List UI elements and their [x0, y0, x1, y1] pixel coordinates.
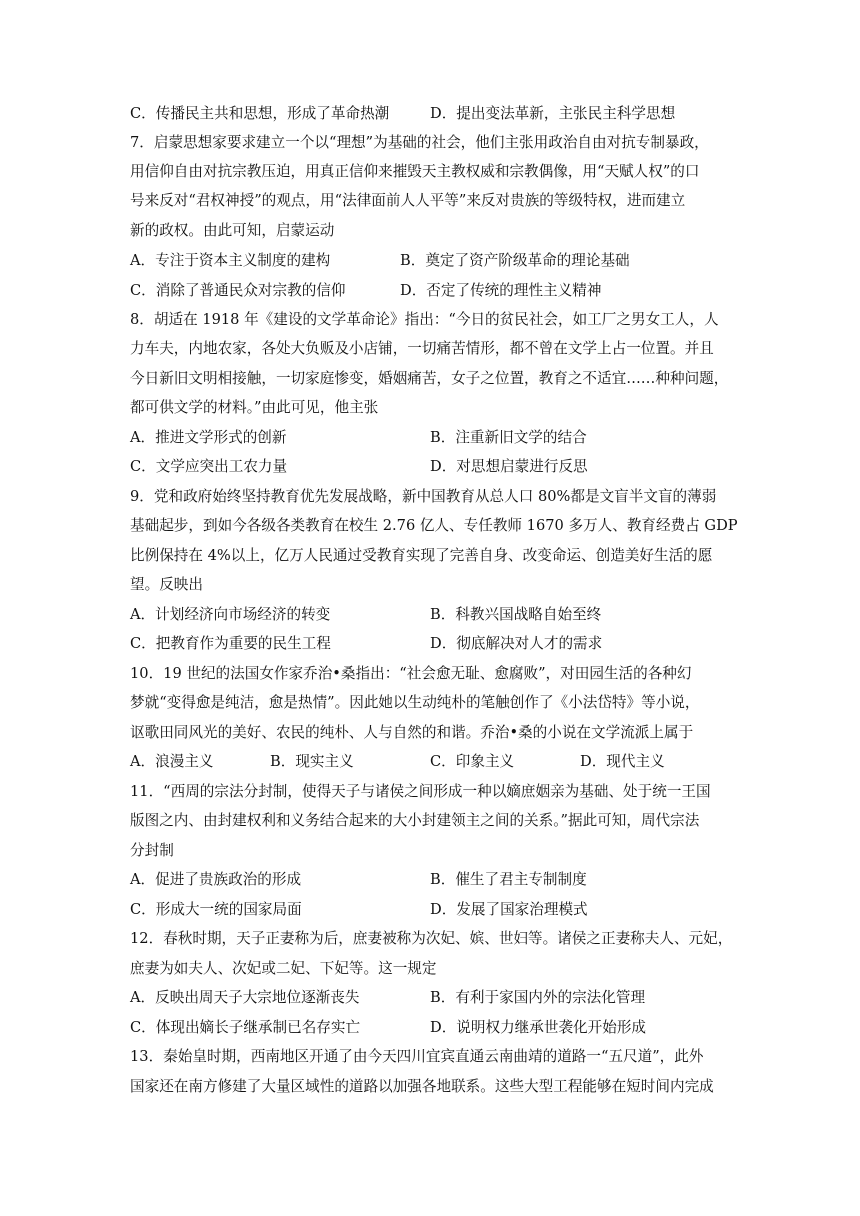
option-7d: D．否定了传统的理性主义精神 — [400, 282, 602, 299]
question-7-line-4: 新的政权。由此可知，启蒙运动 — [130, 222, 335, 239]
question-13-line-2: 国家还在南方修建了大量区域性的道路以加强各地联系。这些大型工程能够在短时间内完成 — [130, 1078, 714, 1095]
question-7-line-2: 用信仰自由对抗宗教压迫，用真正信仰来摧毁天主教权威和宗教偶像，用“天赋人权”的口 — [130, 163, 700, 180]
question-8-line-4: 都可供文学的材料。”由此可见，他主张 — [130, 399, 379, 416]
option-9d: D．彻底解决对人才的需求 — [430, 635, 603, 652]
option-10c: C．印象主义 — [430, 753, 515, 770]
option-10b: B．现实主义 — [270, 753, 354, 770]
question-10-line-1: 10．19 世纪的法国女作家乔治•桑指出：“社会愈无耻、愈腐败”，对田园生活的各种幻 — [130, 665, 692, 682]
option-7b: B．奠定了资产阶级革命的理论基础 — [400, 252, 630, 269]
option-6c: C．传播民主共和思想，形成了革命热潮 — [130, 105, 390, 122]
option-10a: A．浪漫主义 — [130, 753, 214, 770]
question-9-line-2: 基础起步，到如今各级各类教育在校生 2.76 亿人、专任教师 1670 多万人、教育经费占 GDP — [130, 517, 738, 534]
question-11-line-3: 分封制 — [130, 842, 174, 859]
option-8d: D．对思想启蒙进行反思 — [430, 458, 588, 475]
question-10-line-3: 讴歌田同风光的美好、农民的纯朴、人与自然的和谐。乔治•桑的小说在文学流派上属于 — [130, 724, 694, 741]
question-10-line-2: 梦就“变得愈是纯洁，愈是热情”。因此她以生动纯朴的笔触创作了《小法岱特》等小说， — [130, 694, 700, 711]
option-10d: D．现代主义 — [580, 753, 665, 770]
option-11b: B．催生了君主专制制度 — [430, 871, 587, 888]
option-7c: C．消除了普通民众对宗教的信仰 — [130, 282, 346, 299]
question-7-line-3: 号来反对“君权神授”的观点，用“法律面前人人平等”来反对贵族的等级特权，进而建立 — [130, 192, 686, 209]
option-8a: A．推进文学形式的创新 — [130, 429, 287, 446]
option-12c: C．体现出嫡长子继承制已名存实亡 — [130, 1019, 361, 1036]
option-7a: A．专注于资本主义制度的建构 — [130, 252, 331, 269]
option-8c: C．文学应突出工农力量 — [130, 458, 288, 475]
option-12a: A．反映出周天子大宗地位逐渐丧失 — [130, 989, 360, 1006]
question-12-line-2: 庶妻为如夫人、次妃或二妃、下妃等。这一规定 — [130, 960, 437, 977]
option-9c: C．把教育作为重要的民生工程 — [130, 635, 331, 652]
option-12b: B．有利于家国内外的宗法化管理 — [430, 989, 646, 1006]
question-8-line-1: 8．胡适在 1918 年《建设的文学革命论》指出：“今日的贫民社会，如工厂之男女工人，人 — [130, 311, 719, 328]
question-11-line-1: 11．“西周的宗法分封制，使得天子与诸侯之间形成一种以嫡庶姻亲为基础、处于统一王国 — [130, 783, 711, 800]
option-9a: A．计划经济向市场经济的转变 — [130, 606, 331, 623]
option-12d: D．说明权力继承世袭化开始形成 — [430, 1019, 647, 1036]
option-9b: B．科教兴国战略自始至终 — [430, 606, 602, 623]
question-7-line-1: 7．启蒙思想家要求建立一个以“理想”为基础的社会，他们主张用政治自由对抗专制暴政， — [130, 134, 709, 151]
question-12-line-1: 12．春秋时期，天子正妻称为后，庶妻被称为次妃、嫔、世妇等。诸侯之正妻称夫人、元妃， — [130, 930, 733, 947]
question-8-line-2: 力车夫，内地农家，各处大负贩及小店铺，一切痛苦情形，都不曾在文学上占一位置。并且 — [130, 340, 714, 357]
question-9-line-1: 9．党和政府始终坚持教育优先发展战略，新中国教育从总人口 80%都是文盲半文盲的薄弱 — [130, 488, 717, 505]
option-6d: D．提出变法革新，主张民主科学思想 — [430, 105, 676, 122]
question-11-line-2: 版图之内、由封建权利和义务结合起来的大小封建领主之间的关系。”据此可知，周代宗法 — [130, 812, 700, 829]
option-11d: D．发展了国家治理模式 — [430, 901, 588, 918]
option-11c: C．形成大一统的国家局面 — [130, 901, 302, 918]
question-8-line-3: 今日新旧文明相接触，一切家庭惨变，婚姻痛苦，女子之位置，教育之不适宜……种种问题， — [130, 370, 729, 387]
option-11a: A．促进了贵族政治的形成 — [130, 871, 302, 888]
question-9-line-3: 比例保持在 4%以上，亿万人民通过受教育实现了完善自身、改变命运、创造美好生活的愿 — [130, 547, 713, 564]
option-8b: B．注重新旧文学的结合 — [430, 429, 587, 446]
question-13-line-1: 13．秦始皇时期，西南地区开通了由今天四川宜宾直通云南曲靖的道路一“五尺道”，此外 — [130, 1048, 704, 1065]
question-9-line-4: 望。反映出 — [130, 576, 203, 593]
